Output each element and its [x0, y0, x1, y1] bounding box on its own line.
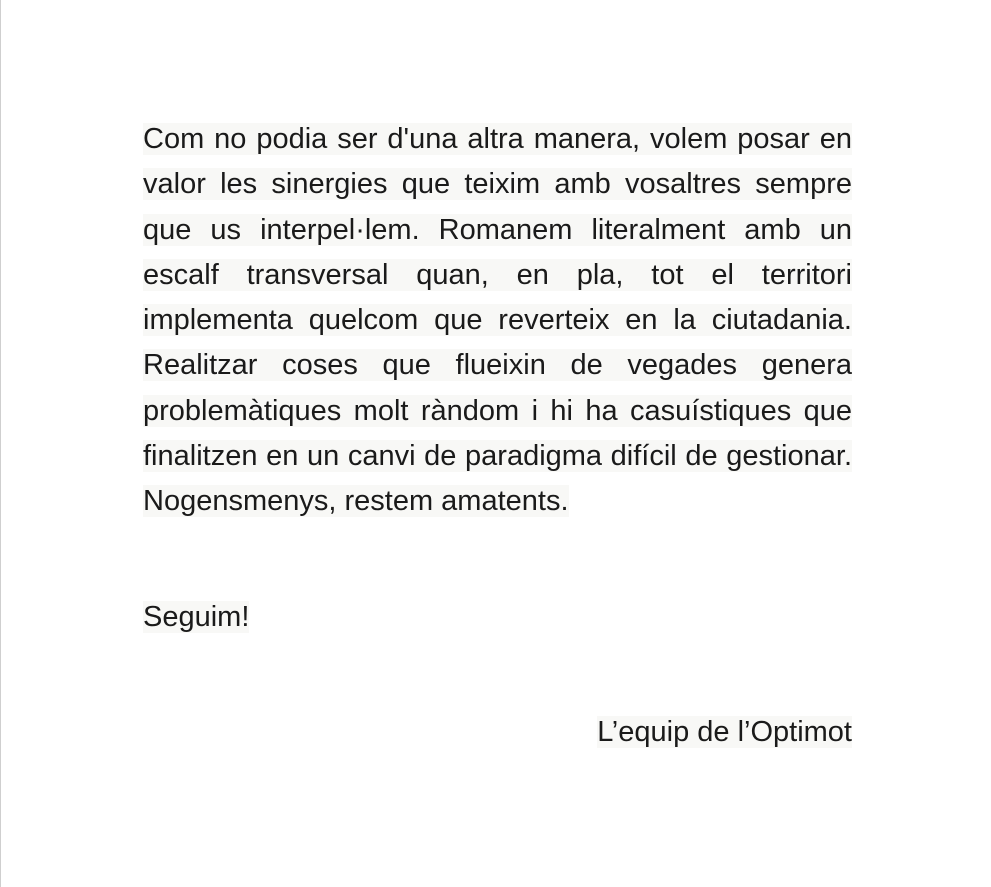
body-paragraph-text: Com no podia ser d'una altra manera, volem posar en valor les sinergies que teixim amb vosaltres sempre que us interpel·lem. Romanem literalment amb un escalf transversal quan, en pla, tot el territori implementa quelcom que reverteix en la ciutadania. Realitzar coses que flueixin de vegades genera problemàtiques molt ràndom i hi ha casuístiques que finalitzen en un canvi de paradigma difícil de gestionar. Nogensmenys, restem amatents.: [143, 123, 852, 518]
signature-line: [143, 710, 852, 755]
body-paragraph: [143, 117, 852, 525]
signature-text: L’equip de l’Optimot: [597, 715, 852, 748]
closing-line: [143, 595, 852, 640]
closing-text: Seguim!: [143, 600, 250, 633]
document-page: [143, 117, 852, 755]
